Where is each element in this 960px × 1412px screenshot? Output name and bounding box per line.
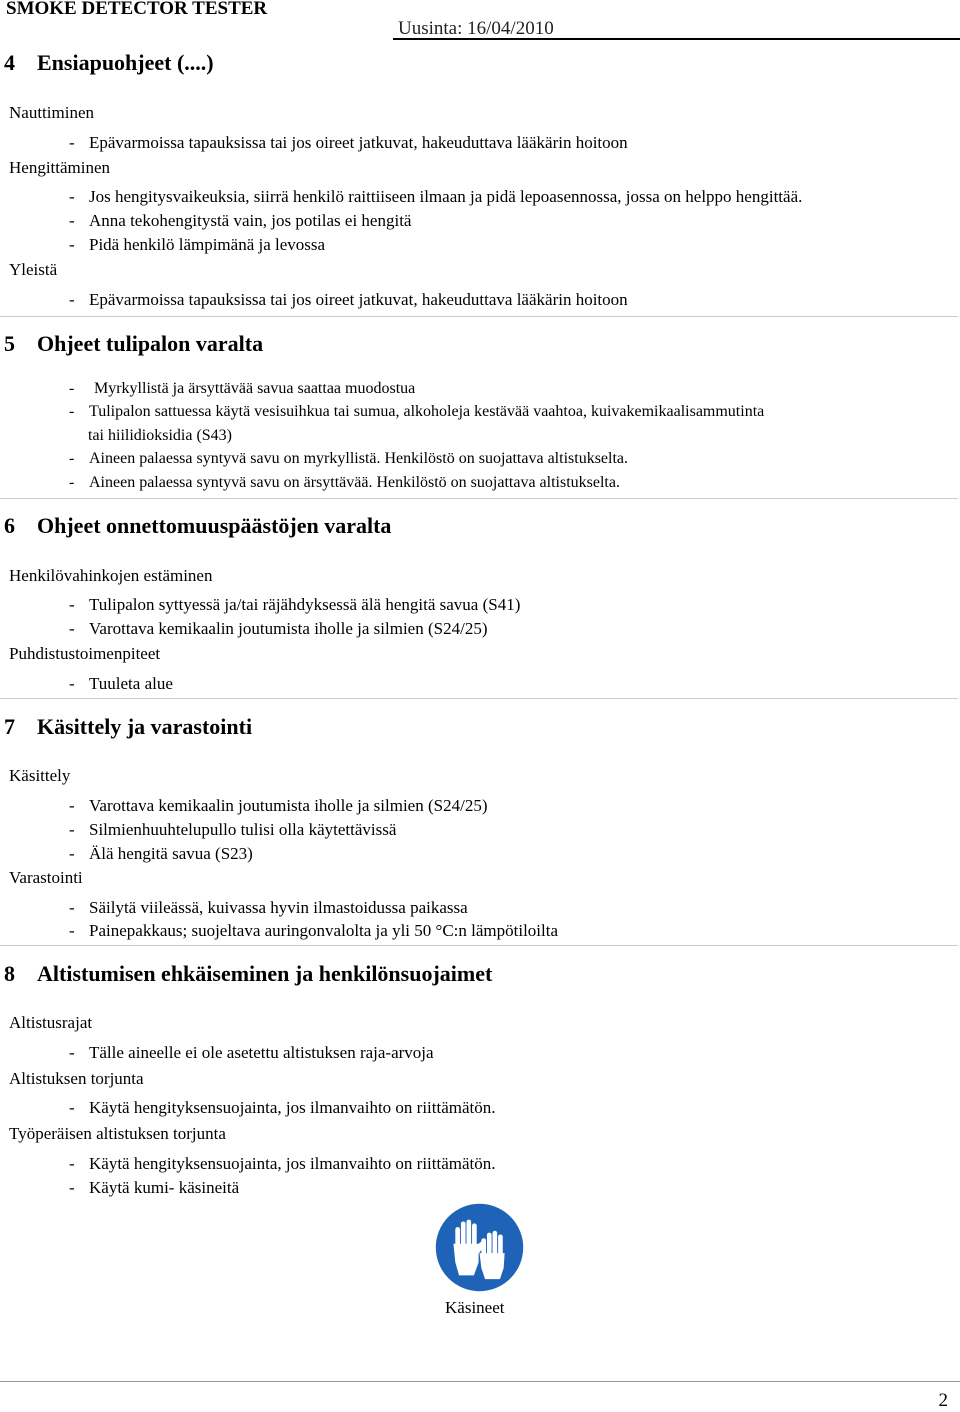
list-item: - Pidä henkilö lämpimänä ja levossa <box>69 235 326 254</box>
section-number: 7 <box>4 714 15 739</box>
list-item: - Älä hengitä savua (S23) <box>69 844 253 863</box>
subheading-puhdistus: Puhdistustoimenpiteet <box>9 644 161 663</box>
section-7-heading <box>4 714 252 740</box>
section-divider <box>0 945 958 946</box>
header-divider <box>393 38 960 40</box>
section-title: Ensiapuohjeet (....) <box>37 50 214 75</box>
section-number: 4 <box>4 50 15 75</box>
subheading-kasittely: Käsittely <box>9 766 71 785</box>
subheading-yleista: Yleistä <box>9 260 58 279</box>
section-divider <box>0 498 958 499</box>
list-item: - Tälle aineelle ei ole asetettu altistuksen raja-arvoja <box>69 1043 434 1062</box>
footer-divider <box>0 1381 960 1382</box>
list-item: - Painepakkaus; suojeltava auringonvalolta ja yli 50 °C:n lämpötiloilta <box>69 921 559 940</box>
list-item: - Varottava kemikaalin joutumista iholle ja silmien (S24/25) <box>69 796 488 815</box>
list-item: - Jos hengitysvaikeuksia, siirrä henkilö raittiiseen ilmaan ja pidä lepoasennossa, jossa on helppo hengittää. <box>69 187 803 206</box>
subheading-altistuksen-torjunta: Altistuksen torjunta <box>9 1069 144 1088</box>
list-item: - Tulipalon sattuessa käytä vesisuihkua tai sumua, alkoholeja kestävää vaahtoa, kuivakemikaalisammutinta <box>69 403 765 420</box>
section-6-heading <box>4 513 391 539</box>
list-item-continuation: tai hiilidioksidia (S43) <box>88 427 232 444</box>
list-item: - Käytä hengityksensuojainta, jos ilmanvaihto on riittämätön. <box>69 1154 496 1173</box>
section-divider <box>0 698 958 699</box>
list-item: - Tulipalon syttyessä ja/tai räjähdyksessä älä hengitä savua (S41) <box>69 595 521 614</box>
list-item: - Silmienhuuhtelupullo tulisi olla käytettävissä <box>69 820 397 839</box>
page-number: 2 <box>938 1390 948 1411</box>
list-item: - Anna tekohengitystä vain, jos potilas ei hengitä <box>69 211 412 230</box>
list-item: - Myrkyllistä ja ärsyttävää savua saattaa muodostua <box>69 380 416 397</box>
list-item: - Varottava kemikaalin joutumista iholle ja silmien (S24/25) <box>69 619 488 638</box>
list-item: - Aineen palaessa syntyvä savu on myrkyllistä. Henkilöstö on suojattava altistukselta. <box>69 450 629 467</box>
section-number: 6 <box>4 513 15 538</box>
subheading-henkilovahinkojen: Henkilövahinkojen estäminen <box>9 566 213 585</box>
section-number: 8 <box>4 961 15 986</box>
list-item: - Epävarmoissa tapauksissa tai jos oireet jatkuvat, hakeuduttava lääkärin hoitoon <box>69 290 628 309</box>
section-title: Käsittely ja varastointi <box>37 714 253 739</box>
section-divider <box>0 316 958 317</box>
list-item: - Säilytä viileässä, kuivassa hyvin ilmastoidussa paikassa <box>69 898 468 917</box>
document-title: SMOKE DETECTOR TESTER <box>6 0 268 19</box>
pictogram-label: Käsineet <box>445 1298 505 1317</box>
section-number: 5 <box>4 331 15 356</box>
section-title: Ohjeet onnettomuuspäästöjen varalta <box>37 513 392 538</box>
list-item: - Käytä kumi- käsineitä <box>69 1178 240 1197</box>
list-item: - Käytä hengityksensuojainta, jos ilmanvaihto on riittämätön. <box>69 1098 496 1117</box>
subheading-nauttiminen: Nauttiminen <box>9 103 94 122</box>
section-title: Ohjeet tulipalon varalta <box>37 331 264 356</box>
section-5-heading <box>4 331 263 357</box>
subheading-tyoperaisen: Työperäisen altistuksen torjunta <box>9 1124 226 1143</box>
list-item: - Tuuleta alue <box>69 674 173 693</box>
list-item: - Aineen palaessa syntyvä savu on ärsyttävää. Henkilöstö on suojattava altistukselta. <box>69 474 620 491</box>
section-4-heading <box>4 50 214 76</box>
section-title: Altistumisen ehkäiseminen ja henkilönsuojaimet <box>37 961 493 986</box>
section-8-heading <box>4 961 492 987</box>
revision-date: Uusinta: 16/04/2010 <box>398 18 554 39</box>
gloves-icon <box>433 1201 526 1294</box>
subheading-altistusrajat: Altistusrajat <box>9 1013 93 1032</box>
subheading-varastointi: Varastointi <box>9 868 83 887</box>
subheading-hengittaminen: Hengittäminen <box>9 158 111 177</box>
list-item: - Epävarmoissa tapauksissa tai jos oireet jatkuvat, hakeuduttava lääkärin hoitoon <box>69 133 628 152</box>
